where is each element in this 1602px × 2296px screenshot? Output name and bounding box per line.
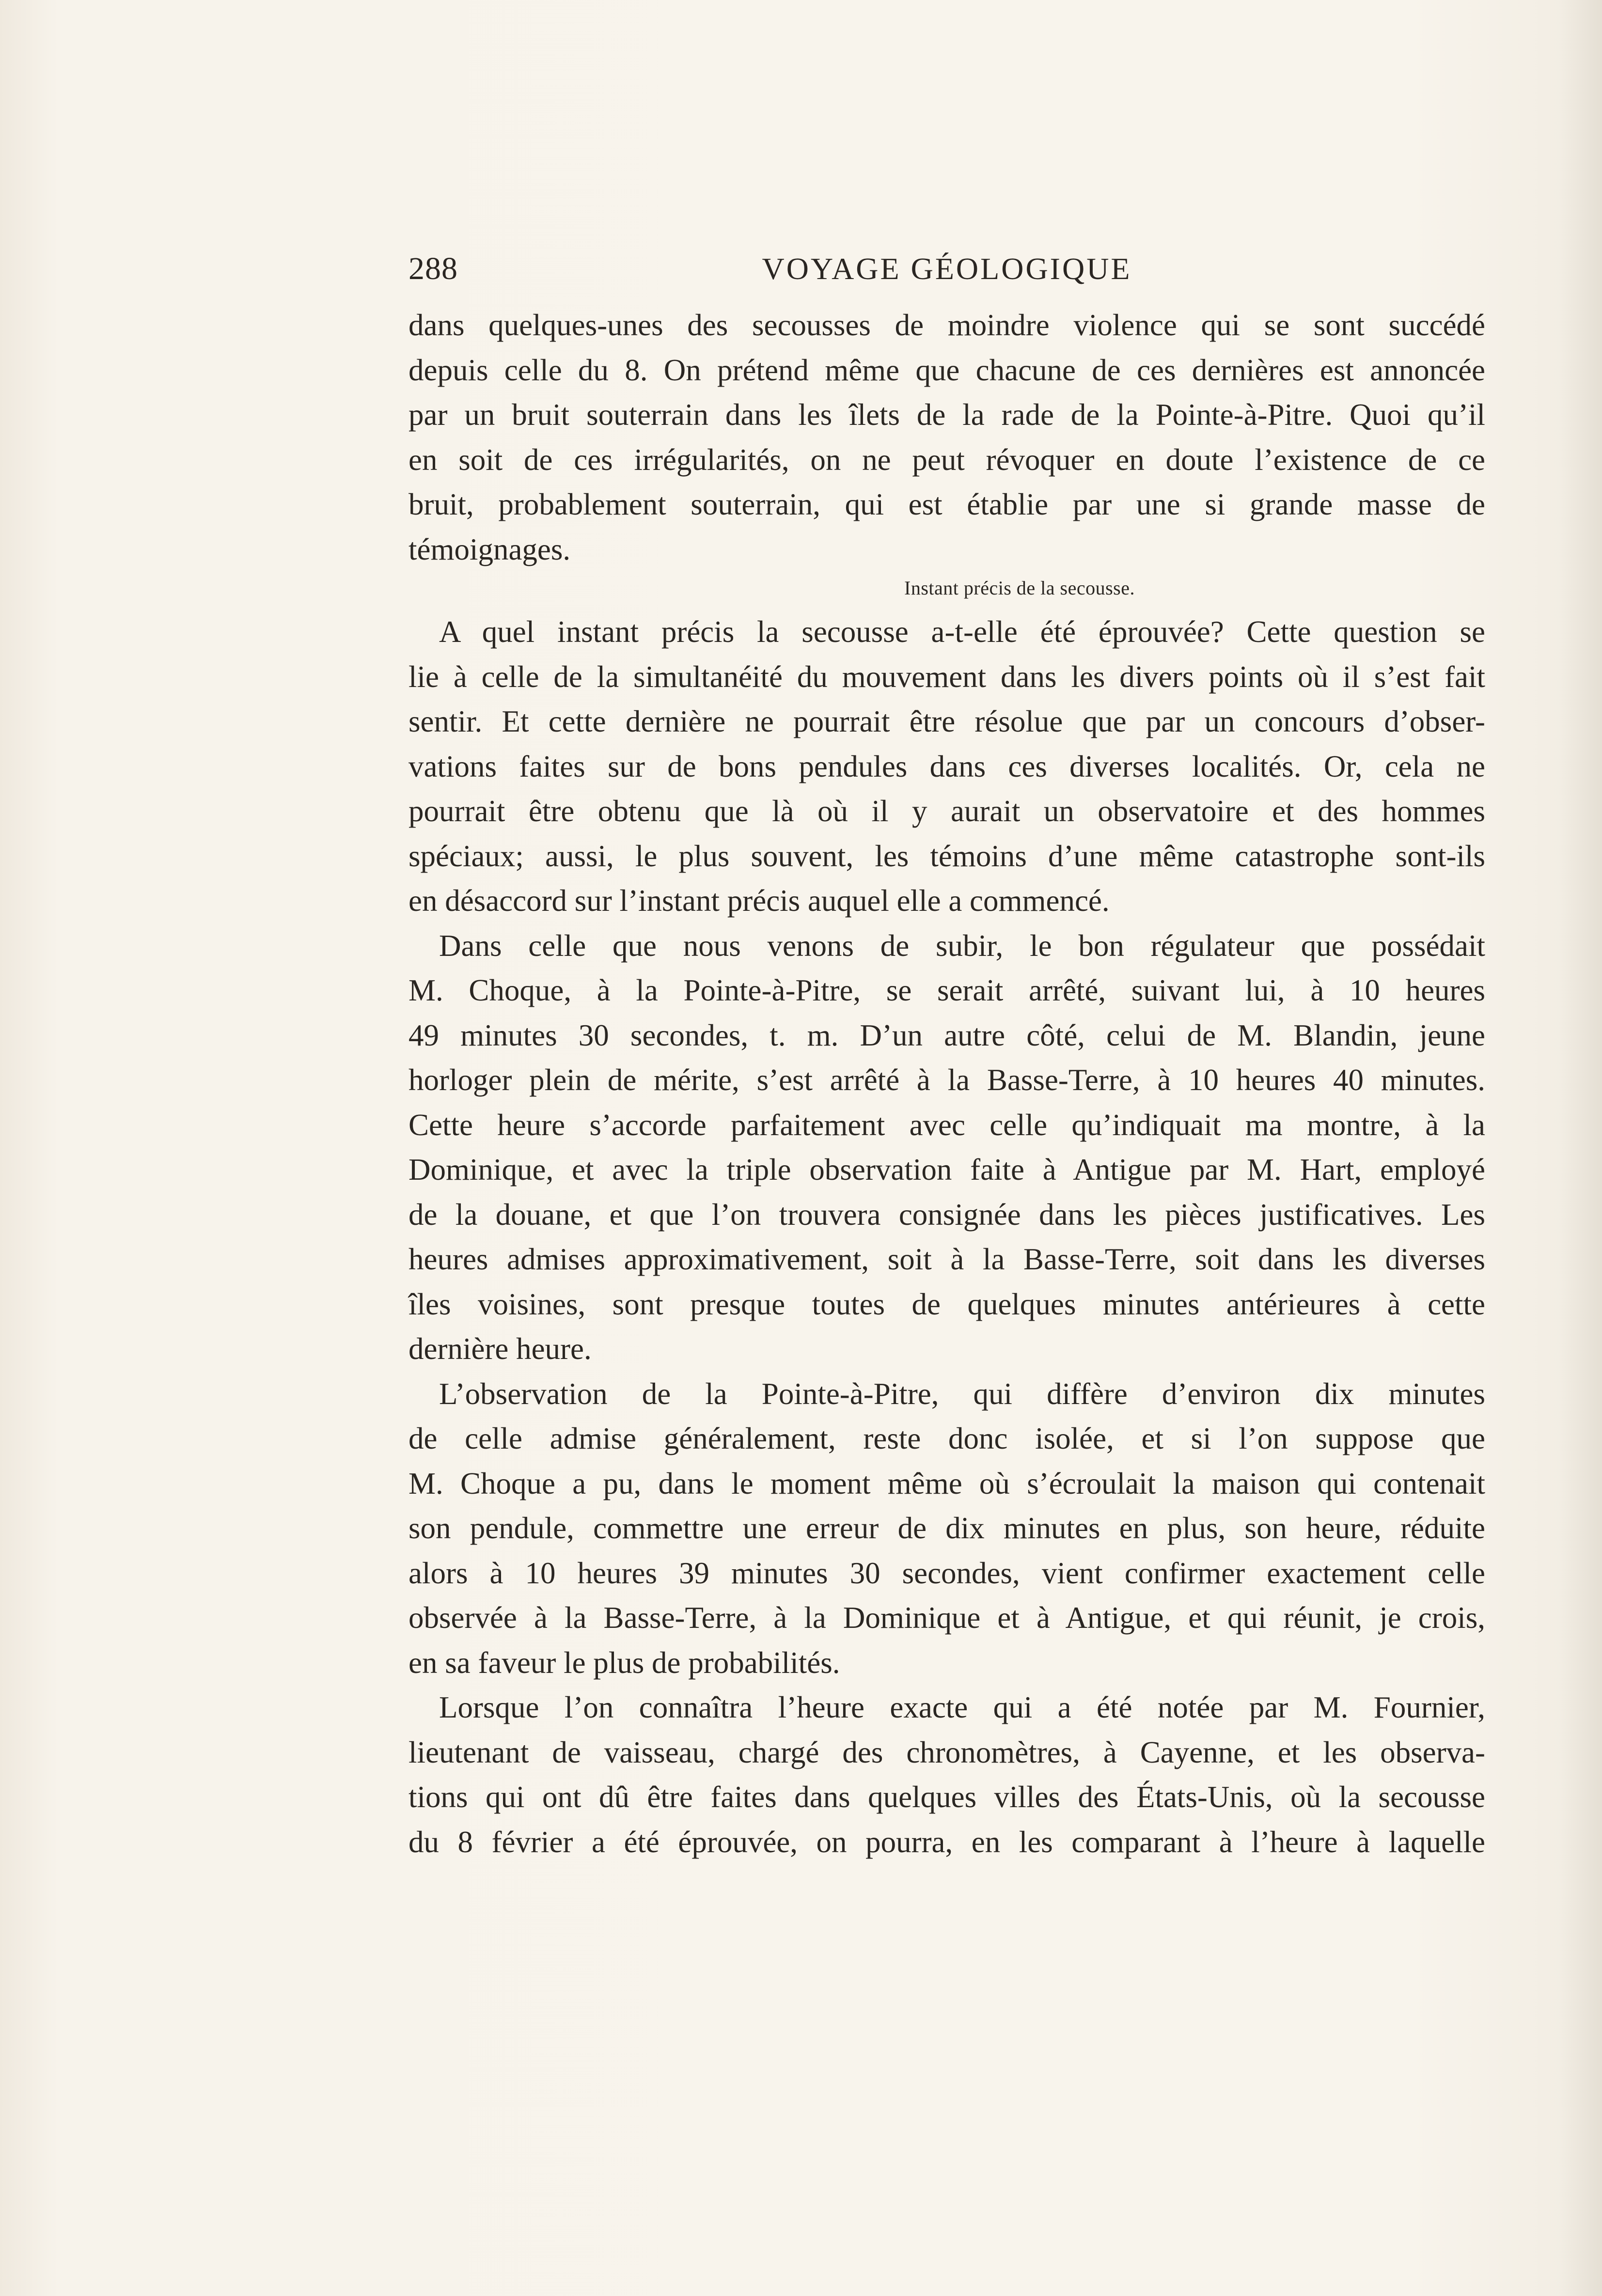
text-line: Dominique, et avec la triple observation faite à Antigue par M. Hart, employé xyxy=(408,1153,1485,1187)
text-line: de la douane, et que l’on trouvera consignée dans les pièces justificatives. Les xyxy=(408,1197,1485,1232)
running-title: VOYAGE GÉOLOGIQUE xyxy=(762,251,1132,286)
text-line: Lorsque l’on connaîtra l’heure exacte qui a été notée par M. Fournier, xyxy=(439,1690,1485,1724)
text-line: en sa faveur le plus de probabilités. xyxy=(408,1645,840,1680)
text-line: en soit de ces irrégularités, on ne peut révoquer en doute l’existence de ce xyxy=(408,442,1485,477)
text-line: Dans celle que nous venons de subir, le bon régulateur que possédait xyxy=(439,928,1485,963)
paragraph-4 xyxy=(408,1372,1485,1686)
paragraph-3 xyxy=(408,923,1485,1372)
text-line: pourrait être obtenu que là où il y aurait un observatoire et des hommes xyxy=(408,794,1485,828)
text-line: Cette heure s’accorde parfaitement avec celle qu’indiquait ma montre, à la xyxy=(408,1108,1485,1142)
text-line: sentir. Et cette dernière ne pourrait être résolue que par un concours d’obser- xyxy=(408,704,1485,738)
section-sidenote: Instant précis de la secousse. xyxy=(904,577,1135,599)
text-line: depuis celle du 8. On prétend même que chacune de ces dernières est annoncée xyxy=(408,353,1485,387)
text-line: vations faites sur de bons pendules dans ces diverses localités. Or, cela ne xyxy=(408,749,1485,783)
text-line: lieutenant de vaisseau, chargé des chronomètres, à Cayenne, et les observa- xyxy=(408,1735,1485,1769)
text-line: son pendule, commettre une erreur de dix minutes en plus, son heure, réduite xyxy=(408,1511,1485,1545)
text-line: horloger plein de mérite, s’est arrêté à la Basse-Terre, à 10 heures 40 minutes. xyxy=(408,1063,1485,1097)
paragraph-1 xyxy=(408,303,1485,572)
text-line: lie à celle de la simultanéité du mouvement dans les divers points où il s’est fait xyxy=(408,659,1485,694)
page-header xyxy=(408,245,1485,298)
text-line: dans quelques-unes des secousses de moindre violence qui se sont succédé xyxy=(408,308,1485,342)
text-line: heures admises approximativement, soit à la Basse-Terre, soit dans les diverses xyxy=(408,1242,1485,1276)
text-line: du 8 février a été éprouvée, on pourra, en les comparant à l’heure à laquelle xyxy=(408,1825,1485,1859)
paragraph-5 xyxy=(408,1685,1485,1864)
text-line: par un bruit souterrain dans les îlets de la rade de la Pointe-à-Pitre. Quoi qu’il xyxy=(408,398,1485,432)
page-number: 288 xyxy=(408,251,458,286)
text-line: 49 minutes 30 secondes, t. m. D’un autre côté, celui de M. Blandin, jeune xyxy=(408,1018,1485,1052)
text-line: A quel instant précis la secousse a-t-elle été éprouvée? Cette question se xyxy=(439,615,1485,649)
text-line: M. Choque, à la Pointe-à-Pitre, se serait arrêté, suivant lui, à 10 heures xyxy=(408,973,1485,1007)
page-edge-shadow xyxy=(1558,0,1602,2296)
text-line: L’observation de la Pointe-à-Pitre, qui diffère d’environ dix minutes xyxy=(439,1376,1485,1411)
text-line: en désaccord sur l’instant précis auquel elle a commencé. xyxy=(408,884,1110,918)
text-line: de celle admise généralement, reste donc isolée, et si l’on suppose que xyxy=(408,1421,1485,1455)
text-line: M. Choque a pu, dans le moment même où s’écroulait la maison qui contenait xyxy=(408,1466,1485,1500)
text-line: dernière heure. xyxy=(408,1332,592,1366)
text-line: observée à la Basse-Terre, à la Dominique et à Antigue, et qui réunit, je crois, xyxy=(408,1601,1485,1635)
text-line: témoignages. xyxy=(408,532,571,566)
text-line: tions qui ont dû être faites dans quelques villes des États-Unis, où la secousse xyxy=(408,1780,1485,1814)
text-line: alors à 10 heures 39 minutes 30 secondes, vient confirmer exactement celle xyxy=(408,1556,1485,1590)
text-line: spéciaux; aussi, le plus souvent, les témoins d’une même catastrophe sont-ils xyxy=(408,839,1485,873)
text-line: îles voisines, sont presque toutes de quelques minutes antérieures à cette xyxy=(408,1287,1485,1321)
text-line: bruit, probablement souterrain, qui est établie par une si grande masse de xyxy=(408,487,1485,521)
page-body xyxy=(408,303,1485,1864)
paragraph-2 xyxy=(408,609,1485,923)
